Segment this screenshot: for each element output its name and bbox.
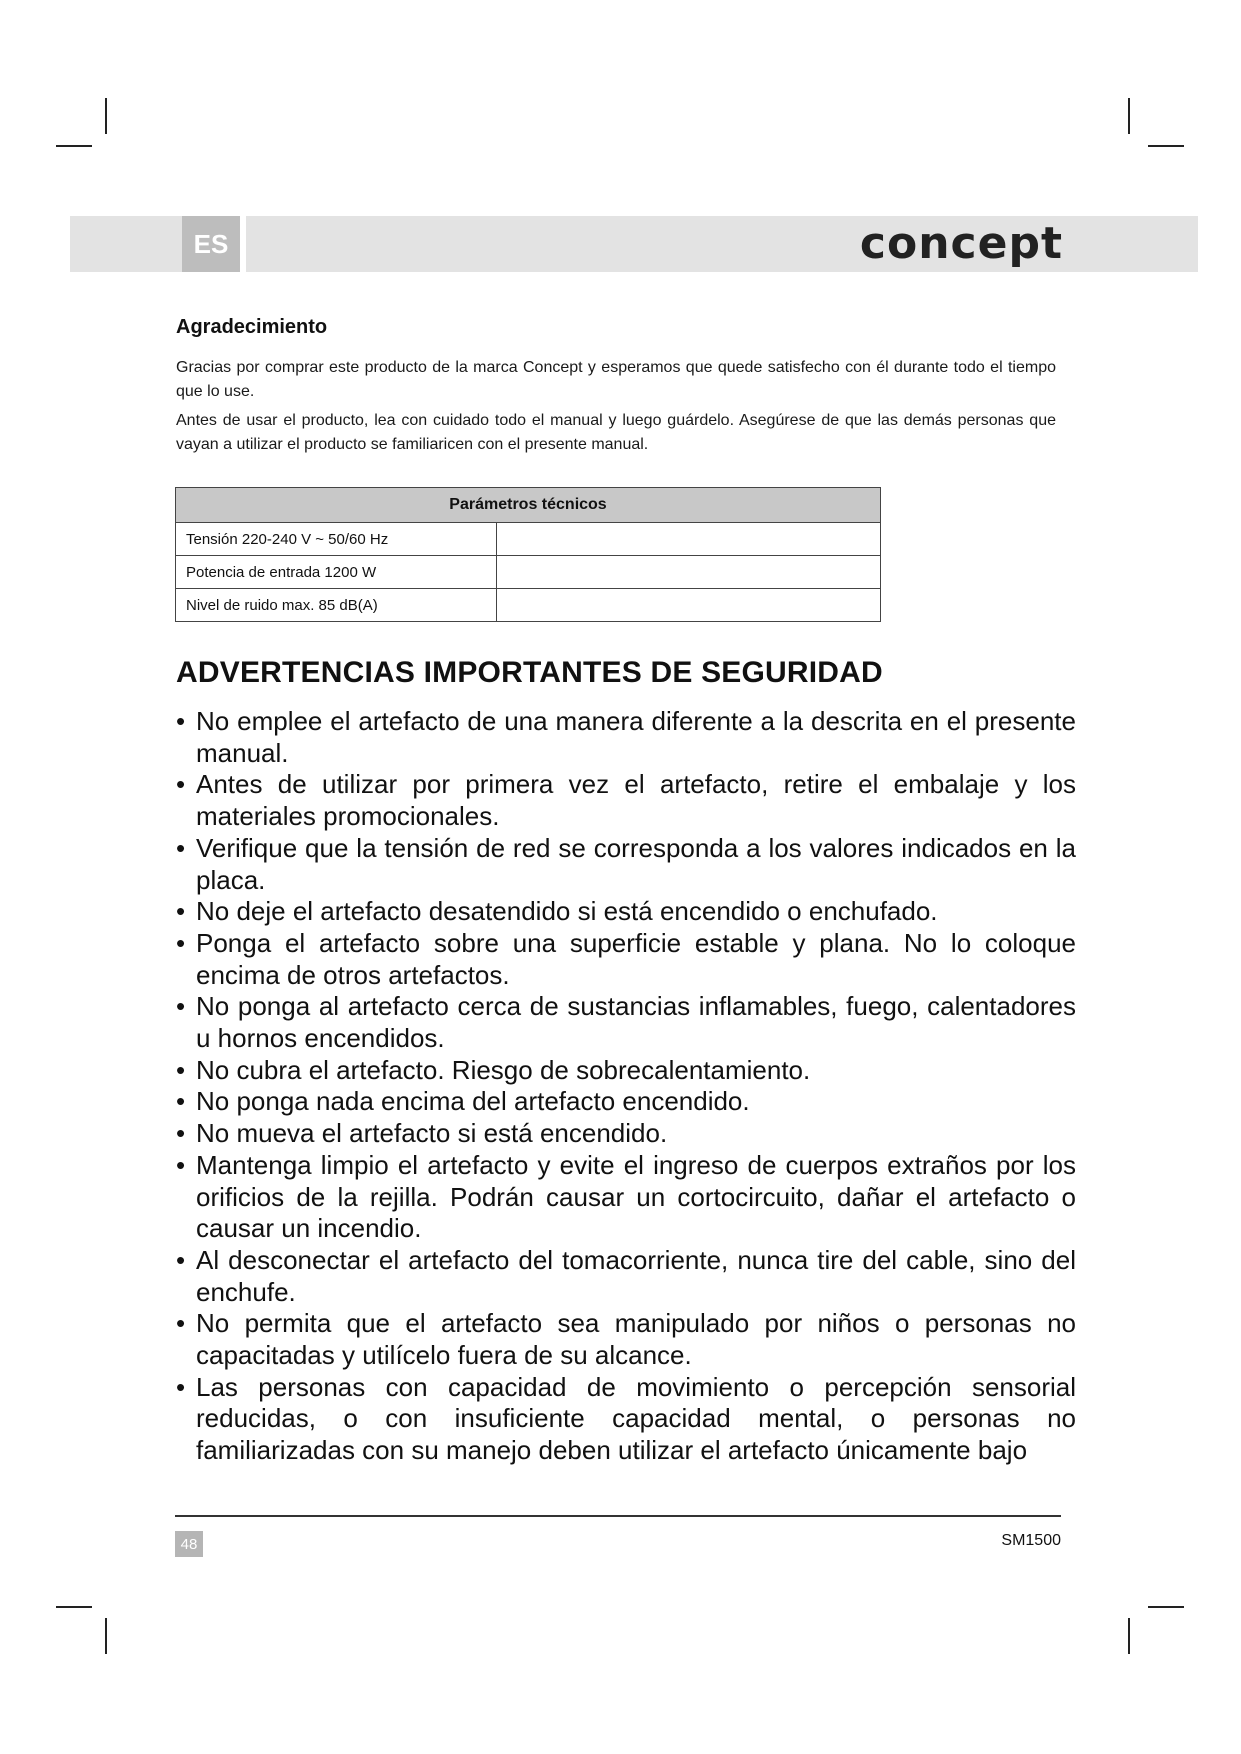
bullet: •	[176, 927, 186, 958]
warning-text: No ponga al artefacto cerca de sustancias inflamables, fuego, calentadores u hornos encendidos.	[196, 991, 1076, 1054]
list-item	[176, 1308, 1076, 1371]
spec-label: Potencia de entrada 1200 W	[176, 556, 497, 589]
list-item	[176, 706, 1076, 769]
bullet: •	[176, 1308, 186, 1339]
crop-mark	[105, 1618, 107, 1654]
warnings-title: ADVERTENCIAS IMPORTANTES DE SEGURIDAD	[176, 656, 883, 689]
crop-mark	[1148, 1606, 1184, 1608]
warnings-list	[176, 706, 1076, 1467]
spec-value	[497, 556, 881, 589]
list-item	[176, 928, 1076, 991]
warning-text: Al desconectar el artefacto del tomacorriente, nunca tire del cable, sino del enchufe.	[196, 1244, 1076, 1307]
spec-value	[497, 589, 881, 622]
warning-text: No permita que el artefacto sea manipulado por niños o personas no capacitadas y utilícelo fuera de su alcance.	[196, 1308, 1076, 1371]
bullet: •	[176, 1149, 186, 1180]
crop-mark	[105, 98, 107, 134]
warning-text: No cubra el artefacto. Riesgo de sobrecalentamiento.	[196, 1054, 811, 1085]
crop-mark	[1128, 98, 1130, 134]
list-item	[176, 769, 1076, 832]
warning-text: No deje el artefacto desatendido si está encendido o enchufado.	[196, 896, 938, 927]
list-item	[176, 833, 1076, 896]
intro-paragraph: Antes de usar el producto, lea con cuidado todo el manual y luego guárdelo. Asegúrese de que las demás personas que vayan a utilizar el producto se familiaricen con el presente manual.	[176, 412, 1056, 453]
list-item	[176, 1372, 1076, 1467]
warning-text: No mueva el artefacto si está encendido.	[196, 1118, 668, 1149]
list-item	[176, 991, 1076, 1054]
table-row	[176, 556, 881, 589]
bullet: •	[176, 706, 186, 736]
crop-mark	[1148, 145, 1184, 147]
bullet: •	[176, 991, 186, 1022]
language-tab: ES	[182, 216, 246, 272]
warning-text: Las personas con capacidad de movimiento o percepción sensorial reducidas, o con insuficiente capacidad mental, o personas no familiarizadas con su manejo deben utilizar el artefacto únicamente bajo	[196, 1371, 1076, 1466]
list-item	[176, 1118, 1076, 1150]
page-number: 48	[175, 1531, 203, 1557]
list-item	[176, 1245, 1076, 1308]
bullet: •	[176, 1086, 186, 1117]
spec-table-header: Parámetros técnicos	[176, 488, 881, 523]
warning-text: Mantenga limpio el artefacto y evite el ingreso de cuerpos extraños por los orificios de la rejilla. Podrán causar un cortocircuito, dañar el artefacto o causar un incendio.	[196, 1149, 1076, 1244]
crop-mark	[56, 145, 92, 147]
footer-rule	[175, 1515, 1061, 1517]
table-row	[176, 589, 881, 622]
list-item	[176, 1055, 1076, 1087]
warning-text: Verifique que la tensión de red se corresponda a los valores indicados en la placa.	[196, 832, 1076, 895]
spec-label: Nivel de ruido max. 85 dB(A)	[176, 589, 497, 622]
bullet: •	[176, 1118, 186, 1149]
bullet: •	[176, 1244, 186, 1275]
list-item	[176, 1086, 1076, 1118]
bullet: •	[176, 769, 186, 800]
spec-label: Tensión 220-240 V ~ 50/60 Hz	[176, 523, 497, 556]
bullet: •	[176, 1054, 186, 1085]
bullet: •	[176, 896, 186, 927]
spec-table	[175, 487, 881, 622]
intro-paragraph: Gracias por comprar este producto de la marca Concept y esperamos que quede satisfecho con él durante todo el tiempo que lo use.	[176, 359, 1056, 400]
crop-mark	[1128, 1618, 1130, 1654]
section-title: Agradecimiento	[176, 316, 328, 338]
brand-logo: concept	[859, 218, 1063, 269]
table-row	[176, 523, 881, 556]
crop-mark	[56, 1606, 92, 1608]
list-item	[176, 896, 1076, 928]
model-number: SM1500	[1001, 1532, 1061, 1549]
warning-text: No ponga nada encima del artefacto encendido.	[196, 1086, 750, 1117]
spec-value	[497, 523, 881, 556]
warning-text: Antes de utilizar por primera vez el artefacto, retire el embalaje y los materiales promocionales.	[196, 769, 1076, 832]
warning-text: Ponga el artefacto sobre una superficie estable y plana. No lo coloque encima de otros artefactos.	[196, 927, 1076, 990]
list-item	[176, 1150, 1076, 1245]
warning-text: No emplee el artefacto de una manera diferente a la descrita en el presente manual.	[196, 706, 1076, 768]
bullet: •	[176, 832, 186, 863]
bullet: •	[176, 1371, 186, 1402]
